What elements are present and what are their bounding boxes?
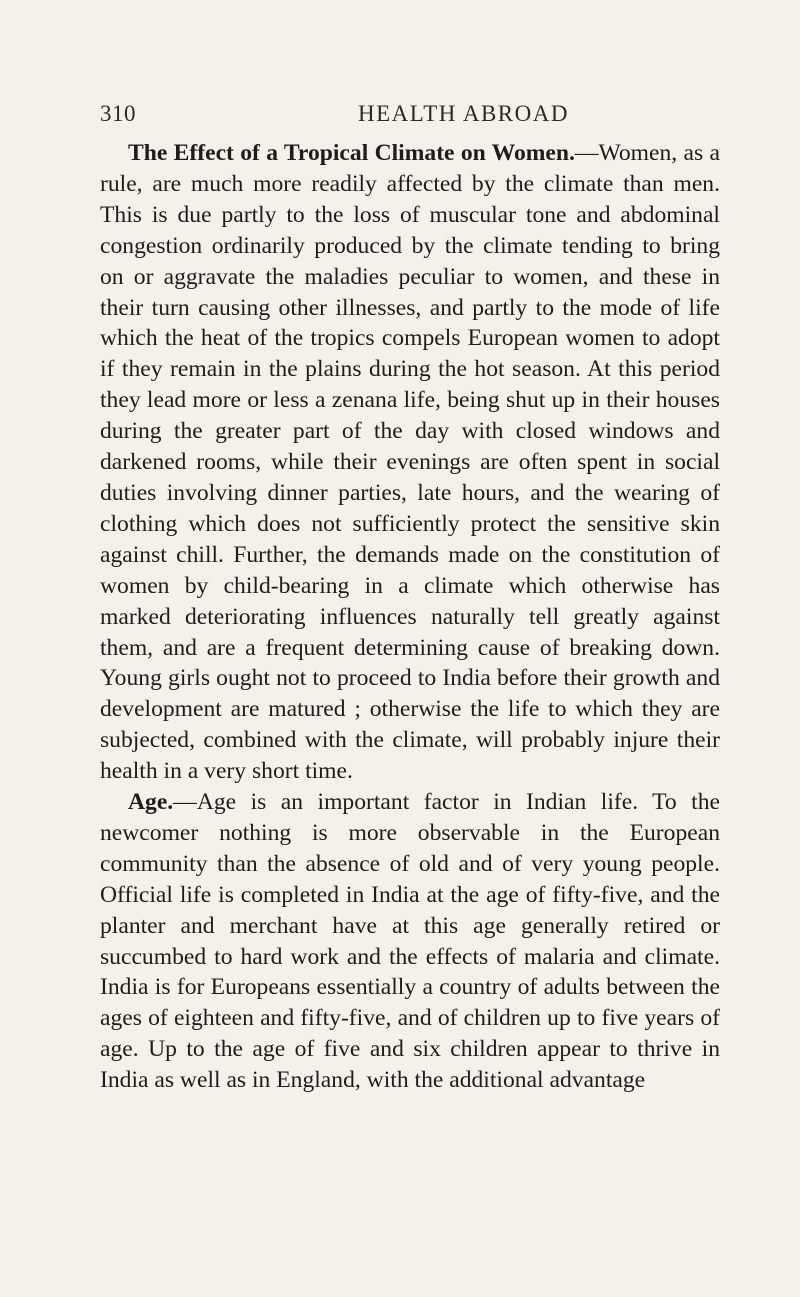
running-title: HEALTH ABROAD xyxy=(358,101,569,126)
section-heading: The Effect of a Tropical Climate on Women. xyxy=(128,140,575,166)
page-number: 310 xyxy=(100,101,136,126)
running-head xyxy=(100,101,720,133)
paragraph-text: —Age is an important factor in Indian life. To the newcomer nothing is more observable in the European community than the absence of old and of very young people. Official life is completed in India at the age of fifty-five, and the planter and merchant have at this age generally retired or succumbed to hard work and the effects of malaria and climate. India is for Europeans essentially a country of adults between the ages of eighteen and fifty-five, and of children up to five years of age. Up to the age of five and six children appear to thrive in India as well as in England, with the additional advantage xyxy=(100,789,720,1094)
paragraph-tropical-climate xyxy=(100,138,720,787)
paragraph-age xyxy=(100,787,720,1096)
section-heading: Age. xyxy=(128,789,174,816)
paragraph-text: —Women, as a rule, are much more readily affected by the climate than men. This is due partly to the loss of muscular tone and abdominal congestion ordinarily produced by the climate tending to bring on or aggravate the maladies peculiar to women, and these in their turn causing other illnesses, and partly to the mode of life which the heat of the tropics compels European women to adopt if they remain in the plains during the hot season. At this period they lead more or less a zenana life, being shut up in their houses during the greater part of the day with closed windows and darkened rooms, while their evenings are often spent in social duties involving dinner parties, late hours, and the wearing of clothing which does not sufficiently protect the sensitive skin against chill. Further, the demands made on the constitution of women by child-bearing in a climate which otherwise has marked deteriorating influences naturally tell greatly against them, and are a frequent determining cause of breaking down. Young girls ought not to proceed to India before their growth and development are matured ; otherwise the life to which they are subjected, combined with the climate, will probably injure their health in a very short time. xyxy=(100,140,720,785)
body-text xyxy=(100,138,720,1096)
